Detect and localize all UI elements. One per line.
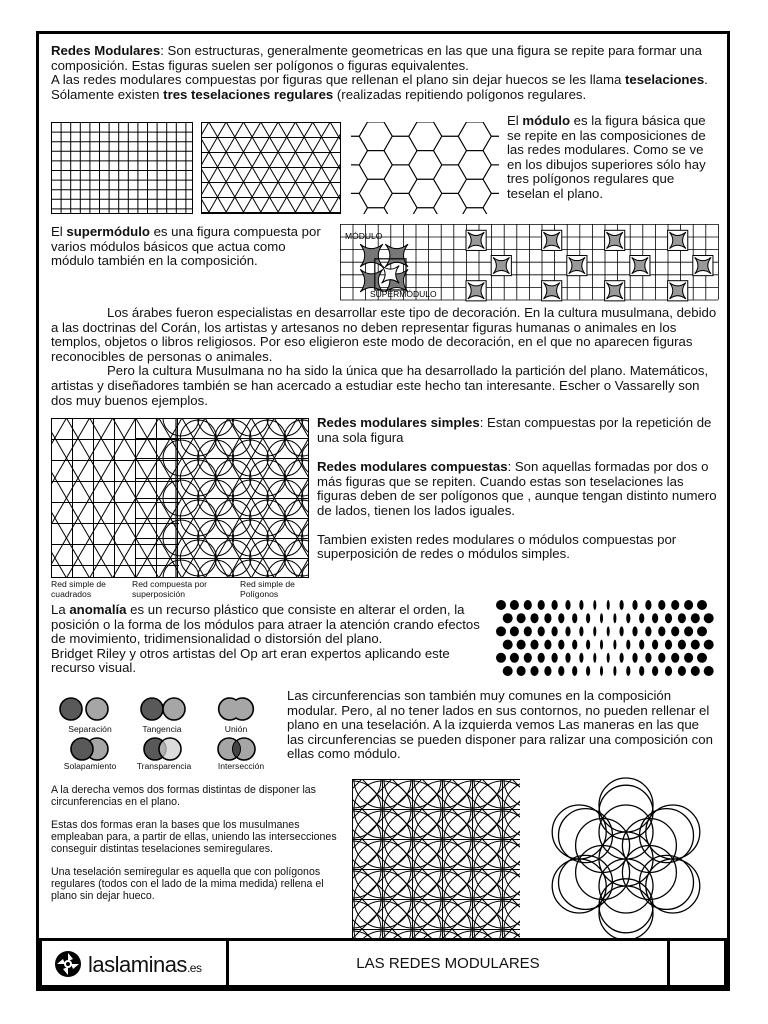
supermodulo-paragraph: El supermódulo es una figura compuesta por varios módulos básicos que actua como módulo también en la composición.	[51, 224, 321, 269]
redes-compuestas-paragraph: Redes modulares compuestas: Son aquellas formadas por dos o más figuras que se repiten. Cuando estas son teselaciones las figuras deben de ser polígonos que , aunque tengan distinto numero de lados, tienen los lados iguales.	[317, 459, 717, 518]
label-separacion: Separación	[68, 724, 112, 734]
hexagon-tessellation	[351, 122, 499, 214]
arabes-paragraph: Los árabes fueron especialistas en desarrollar este tipo de decoración. En la cultura musulmana, debido a las doctrinas del Corán, los artistas y artesanos no deben representar figuras humanas o animales en los templos, objetos o libros religiosos. Por eso eligieron este modo de decoración, en el que no aparecen figuras reconocibles de personas o animales. Pero la cultura Musulmana no ha sido la única que ha desarrollado la partición del plano. Matemáticos, artistas y diseñadores también se han acercado a estudiar este hecho tan interesante. Escher o Vassarelly son dos muy buenos ejemplos.	[51, 305, 717, 408]
modulo-paragraph: El módulo es la figura básica que se repite en las composiciones de las redes modulares. Como se ve en los dibujos superiores sólo hay tres polígonos regulares que teselan el plano.	[507, 113, 706, 201]
circle-hexagonal-pattern	[531, 778, 721, 940]
label-transparencia: Transparencia	[136, 761, 192, 771]
union-shape	[219, 698, 254, 720]
footer-title-box	[226, 938, 670, 988]
redes-simples-paragraph: Redes modulares simples: Estan compuestas por la repetición de una sola figura	[317, 415, 712, 445]
tangencia-circle-b	[163, 698, 185, 720]
bottom-text	[51, 784, 345, 902]
term-teselaciones: teselaciones	[624, 72, 705, 88]
caption-red-simple-cuadrados: Red simple de cuadrados	[51, 579, 106, 599]
tangencia-circle-a	[141, 698, 163, 720]
footer-logo-box	[39, 938, 229, 988]
bottom-paragraph-1: A la derecha vemos dos formas distintas de disponer las circunferencias en el plano.	[51, 784, 316, 808]
supermodulo-diagram	[340, 224, 718, 300]
label-supermodulo: SUPERMÓDULO	[370, 289, 437, 299]
bottom-paragraph-3: Una teselación semiregular es aquella que con polígonos regulares (todos con el lado de la mima medida) rellena el plano sin dejar hueco.	[51, 866, 324, 902]
page-title: LAS REDES MODULARES	[356, 955, 540, 972]
separacion-circle-b	[86, 698, 108, 720]
label-solapamiento: Solapamiento	[63, 761, 117, 771]
modular-networks-illustration	[51, 418, 309, 578]
caption-red-poligonos: Red simple de Polígonos	[240, 579, 295, 599]
circle-grid-pattern	[352, 779, 520, 939]
label-interseccion: Intersección	[217, 761, 265, 771]
term-modulo: módulo	[522, 113, 571, 128]
anomalia-dot-pattern	[495, 599, 720, 681]
label-union: Unión	[224, 724, 248, 734]
transparencia-circle-b	[159, 738, 181, 760]
interseccion-overlap	[232, 741, 240, 758]
term-tres-teselaciones: tres teselaciones regulares	[163, 86, 334, 102]
logo-icon	[54, 950, 82, 978]
term-supermodulo: supermódulo	[66, 224, 150, 239]
bottom-paragraph-2: Estas dos formas eran la bases que los musulmanes empleaban para, a partir de ellas, uniendo las intersecciones conseguir distintas teselaciones semiregulares.	[51, 819, 337, 855]
redes-superposicion-paragraph: Tambien existen redes modulares o módulos compuestas por superposición de redes o módulos simples.	[317, 531, 677, 562]
footer-empty-box	[667, 938, 727, 988]
square-tessellation	[51, 122, 193, 214]
intro-paragraph: Redes Modulares: Son estructuras, generalmente geometricas en las que una figura se repite para formar una composición. Estas figuras suelen ser polígonos o figuras equivalentes. A las redes modulares compuestas por figuras que rellenan el plano sin dejar huecos se les llama teselaciones. Sólamente existen tres teselaciones regulares (realizadas repitiendo polígonos regulares.	[51, 43, 708, 102]
triangle-tessellation	[201, 122, 341, 214]
separacion-circle-a	[60, 698, 82, 720]
worksheet-frame	[36, 31, 730, 991]
circunferencias-paragraph: Las circunferencias son también muy comunes en la composición modular. Pero, al no tener lados en sus contornos, no pueden rellenar el plano en una teselación. A la izquierda vemos Las maneras en las que las circunferencias se pueden disponer para ralizar una composición con ellas como módulo.	[287, 688, 713, 762]
logo-wordmark: laslaminas.es	[88, 952, 202, 977]
term-anomalia: anomalía	[69, 602, 127, 617]
solapamiento-circle-a	[71, 738, 93, 760]
label-tangencia: Tangencia	[142, 724, 182, 734]
redes-types-text	[317, 416, 719, 562]
caption-red-compuesta: Red compuesta por superposición	[132, 579, 207, 599]
term-redes-modulares: Redes Modulares	[51, 43, 161, 58]
anomalia-paragraph: La anomalía es un recurso plástico que consiste en alterar el orden, la posición o la forma de los módulos para atraer la atención crando efectos de movimiento, tridimensionalidad o distorsión del plano. Bridget Riley y otros artistas del Op art eran expertos aplicando este recurso visual.	[51, 602, 480, 676]
label-modulo: MÓDULO	[345, 231, 383, 241]
